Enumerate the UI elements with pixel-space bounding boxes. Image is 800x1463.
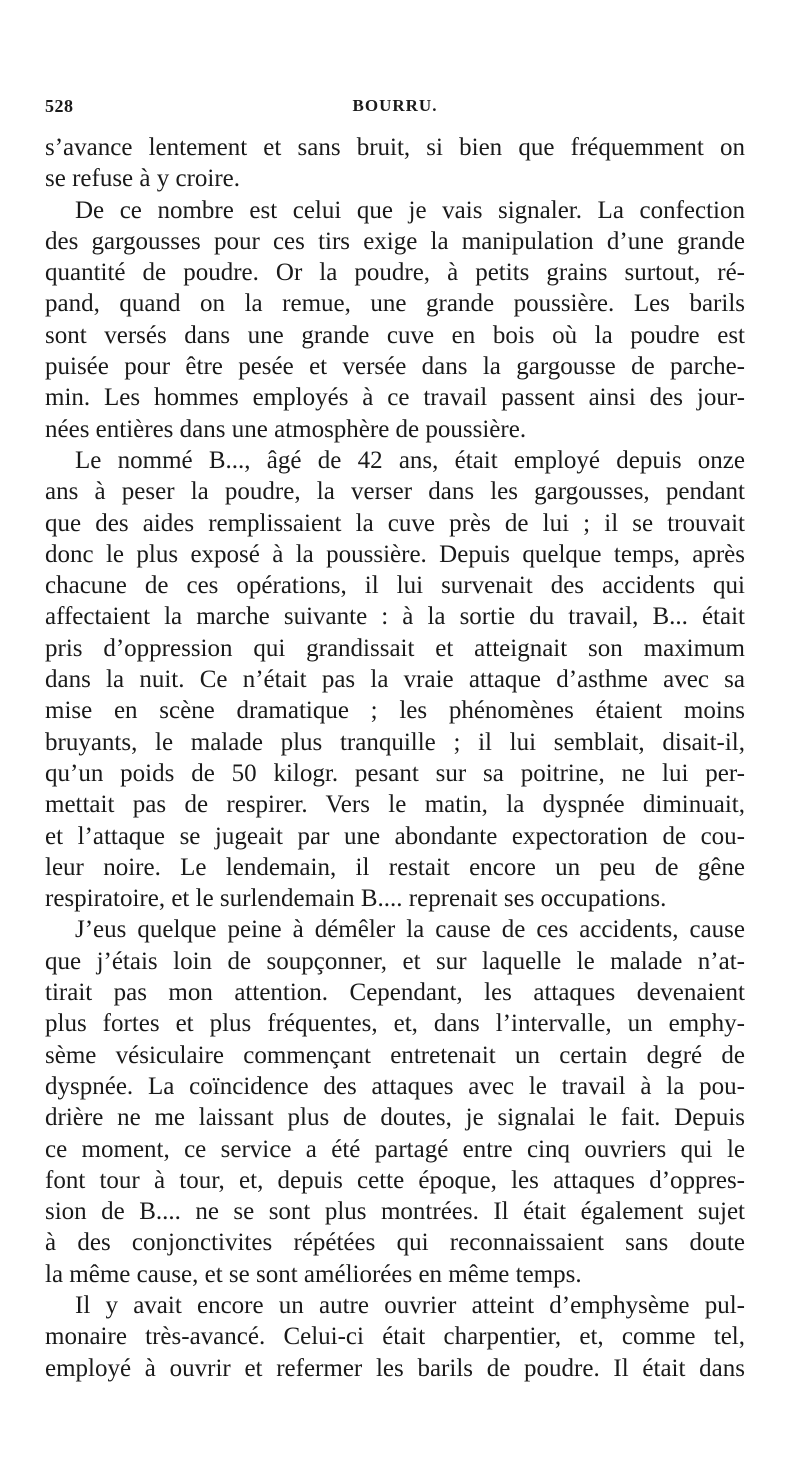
paragraph	[45, 914, 745, 1290]
text-line: monaire très-avancé. Celui-ci était charpentier, et, comme tel,	[45, 1323, 745, 1351]
text-line: et l’attaque se jugeait par une abondante expectoration de cou-	[45, 822, 745, 850]
paragraph	[45, 445, 745, 914]
text-line: s’avance lentement et sans bruit, si bien que fréquemment on	[45, 134, 745, 161]
text-line: font tour à tour, et, depuis cette époque, les attaques d’oppres-	[45, 1166, 745, 1194]
text-line: se refuse à y croire.	[45, 165, 241, 193]
text-line: Il y avait encore un autre ouvrier atteint d’emphysème pul-	[75, 1291, 745, 1319]
text-line: chacune de ces opérations, il lui survenait des accidents qui	[45, 572, 745, 600]
text-line: J’eus quelque peine à démêler la cause de ces accidents, cause	[75, 916, 745, 944]
text-line: dans la nuit. Ce n’était pas la vraie attaque d’asthme avec sa	[45, 666, 745, 694]
text-line: ce moment, ce service a été partagé entre cinq ouvriers qui le	[45, 1135, 745, 1163]
page-header	[45, 96, 745, 126]
text-line: drière ne me laissant plus de doutes, je signalai le fait. Depuis	[45, 1104, 745, 1132]
text-line: bruyants, le malade plus tranquille ; il lui semblait, disait-il,	[45, 728, 745, 756]
text-line: donc le plus exposé à la poussière. Depuis quelque temps, après	[45, 540, 745, 568]
paragraph	[45, 195, 745, 445]
text-line: pand, quand on la remue, une grande poussière. Les barils	[45, 290, 745, 318]
text-line: plus fortes et plus fréquentes, et, dans l’intervalle, un emphy-	[45, 1010, 745, 1038]
text-line: mettait pas de respirer. Vers le matin, la dyspnée diminuait,	[45, 791, 745, 819]
text-line: sème vésiculaire commençant entretenait un certain degré de	[45, 1041, 745, 1069]
text-line: la même cause, et se sont améliorées en même temps.	[45, 1260, 582, 1288]
text-line: respiratoire, et le surlendemain B.... reprenait ses occupations.	[45, 885, 667, 913]
text-line: que des aides remplissaient la cuve près de lui ; il se trouvait	[45, 509, 745, 537]
text-line: quantité de poudre. Or la poudre, à petits grains surtout, ré-	[45, 259, 745, 287]
text-line: min. Les hommes employés à ce travail passent ainsi des jour-	[45, 384, 745, 412]
text-line: pris d’oppression qui grandissait et atteignait son maximum	[45, 634, 745, 662]
running-head: BOURRU.	[352, 96, 438, 115]
text-line: tirait pas mon attention. Cependant, les attaques devenaient	[45, 979, 745, 1007]
text-line: dyspnée. La coïncidence des attaques avec le travail à la pou-	[45, 1072, 745, 1100]
text-line: employé à ouvrir et refermer les barils de poudre. Il était dans	[45, 1354, 745, 1382]
body-text	[45, 132, 745, 1384]
text-line: nées entières dans une atmosphère de poussière.	[45, 415, 527, 443]
text-line: des gargousses pour ces tirs exige la manipulation d’une grande	[45, 227, 745, 255]
text-line: Le nommé B..., âgé de 42 ans, était employé depuis onze	[75, 446, 745, 474]
text-line: mise en scène dramatique ; les phénomènes étaient moins	[45, 697, 745, 725]
text-line: sont versés dans une grande cuve en bois où la poudre est	[45, 321, 745, 349]
text-line: sion de B.... ne se sont plus montrées. Il était également sujet	[45, 1198, 745, 1226]
text-line: puisée pour être pesée et versée dans la gargousse de parche-	[45, 353, 745, 381]
text-line: ans à peser la poudre, la verser dans les gargousses, pendant	[45, 478, 745, 506]
text-line: qu’un poids de 50 kilogr. pesant sur sa poitrine, ne lui per-	[45, 759, 745, 787]
text-line: affectaient la marche suivante : à la sortie du travail, B... était	[45, 603, 745, 631]
paragraph	[45, 132, 745, 195]
text-line: De ce nombre est celui que je vais signaler. La confection	[75, 196, 745, 224]
text-line: que j’étais loin de soupçonner, et sur laquelle le malade n’at-	[45, 947, 745, 975]
page-number: 528	[45, 96, 74, 116]
text-line: leur noire. Le lendemain, il restait encore un peu de gêne	[45, 853, 745, 881]
text-line: à des conjonctivites répétées qui reconnaissaient sans doute	[45, 1229, 745, 1257]
paragraph	[45, 1290, 745, 1384]
